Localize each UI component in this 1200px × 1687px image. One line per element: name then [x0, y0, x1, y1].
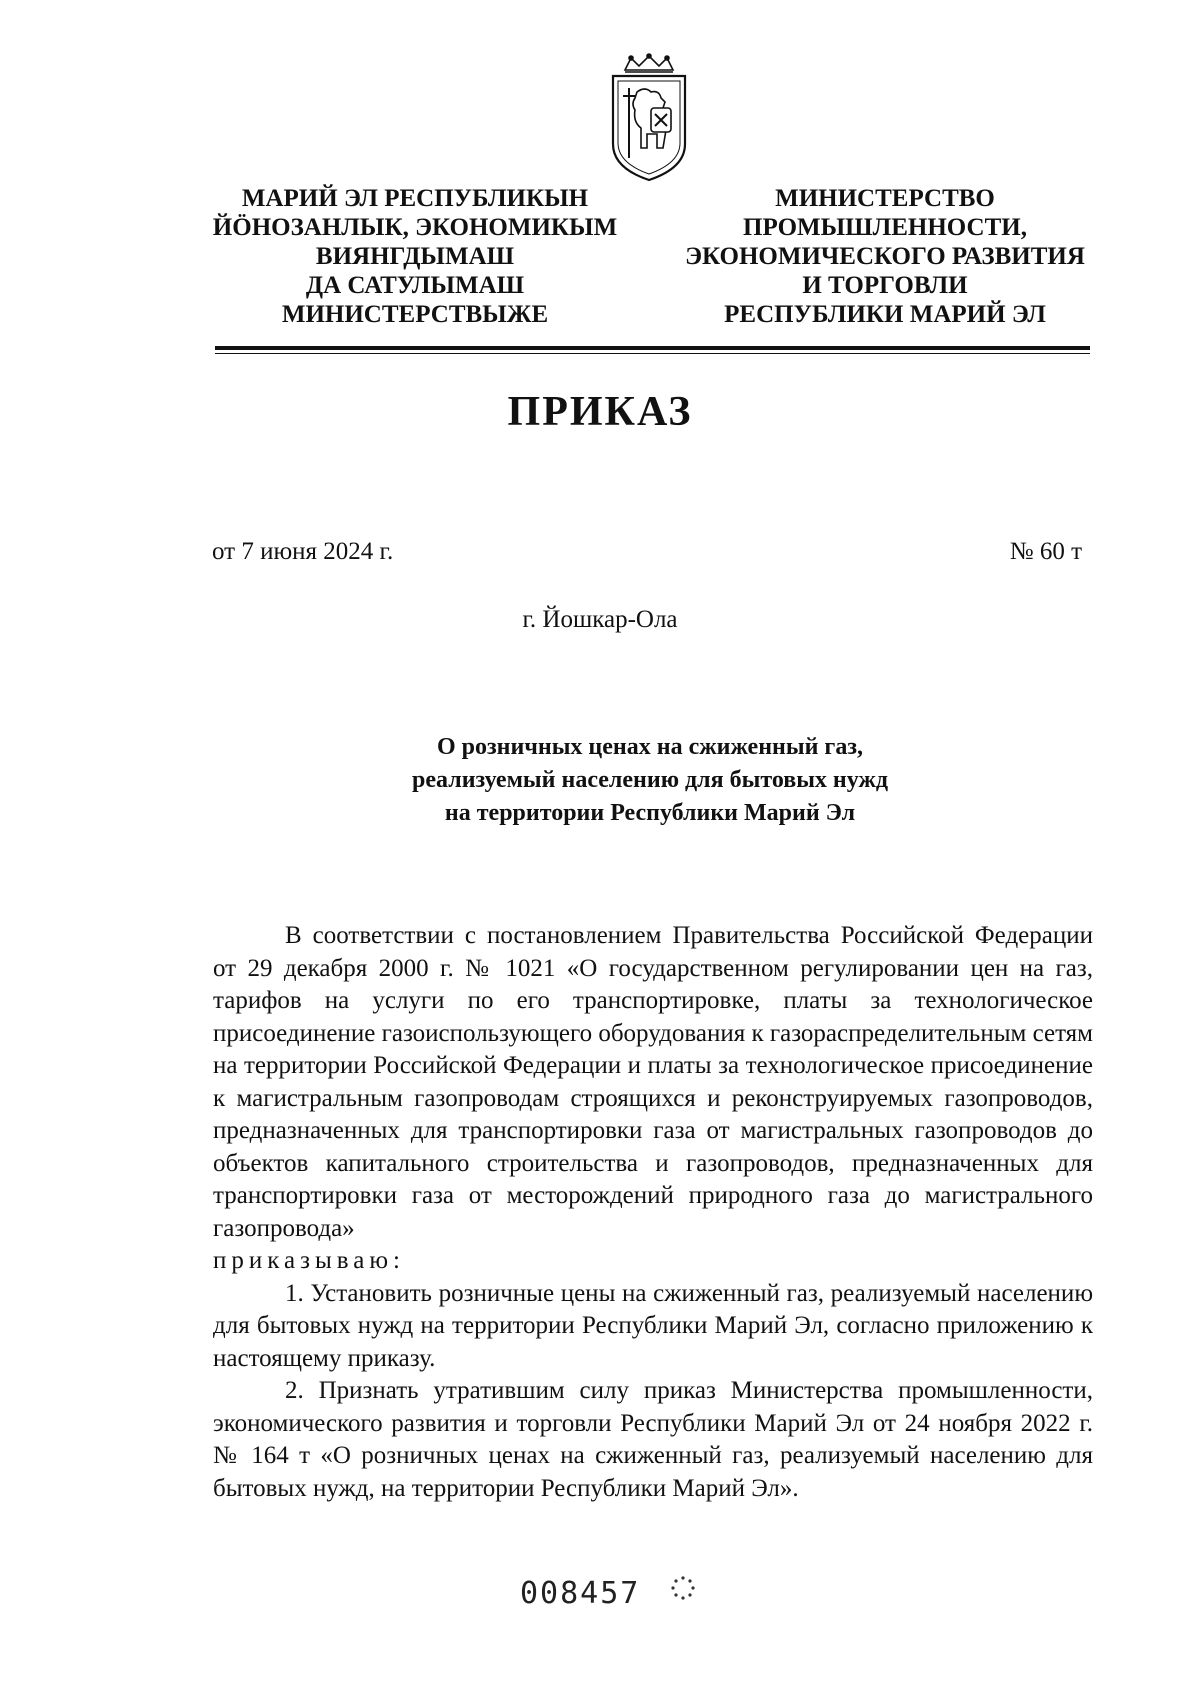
serial-number: 008457 — [520, 1576, 641, 1611]
coat-of-arms-icon — [607, 52, 691, 184]
dotted-circle-icon — [669, 1574, 697, 1602]
header-divider-thick — [215, 346, 1090, 350]
preamble-paragraph — [213, 920, 1093, 1278]
order-word: приказываю: — [213, 1247, 405, 1274]
preamble-text: В соответствии с постановлением Правительства Российской Федерации от 29 декабря 2000 г. № 1021 «О государственном регулировании цен на газ, тарифов на услуги по его транспортировке, платы за технологическое присоединение газоиспользующего оборудования к газораспределительным сетям на территории Российской Федерации и платы за технологическое присоединение к магистральным газопроводам строящихся и реконструируемых газопроводов, предназначенных для транспортировки газа от магистральных газопроводов до объектов капитального строительства и газопроводов, предназначенных для транспортировки газа от месторождений природного газа до магистрального газопровода» — [213, 922, 1093, 1242]
header-mari-name: МАРИЙ ЭЛ РЕСПУБЛИКЫН ЙӦНОЗАНЛЫК, ЭКОНОМИКЫМ ВИЯНГДЫМАШ ДА САТУЛЫМАШ МИНИСТЕРСТВЫЖЕ — [212, 185, 618, 328]
document-number: № 60 т — [1009, 538, 1082, 565]
ministry-header — [0, 184, 1200, 344]
document-title: ПРИКАЗ — [507, 389, 693, 435]
document-subject: О розничных ценах на сжиженный газ, реализуемый населению для бытовых нужд на территории Республики Марий Эл — [412, 734, 888, 826]
header-russian-name: МИНИСТЕРСТВО ПРОМЫШЛЕННОСТИ, ЭКОНОМИЧЕСКОГО РАЗВИТИЯ И ТОРГОВЛИ РЕСПУБЛИКИ МАРИЙ ЭЛ — [685, 185, 1085, 328]
document-date: от 7 июня 2024 г. — [212, 538, 394, 565]
document-city: г. Йошкар-Ола — [522, 606, 678, 633]
document-body — [213, 920, 1093, 1505]
item-1-paragraph: 1. Установить розничные цены на сжиженный газ, реализуемый населению для бытовых нужд на территории Республики Марий Эл, согласно приложению к настоящему приказу. — [213, 1279, 1093, 1372]
item-2-paragraph: 2. Признать утратившим силу приказ Министерства промышленности, экономического развития и торговли Республики Марий Эл от 24 ноября 2022 г. № 164 т «О розничных ценах на сжиженный газ, реализуемый населению для бытовых нужд, на территории Республики Марий Эл». — [213, 1377, 1093, 1502]
header-divider-thin — [215, 353, 1090, 354]
